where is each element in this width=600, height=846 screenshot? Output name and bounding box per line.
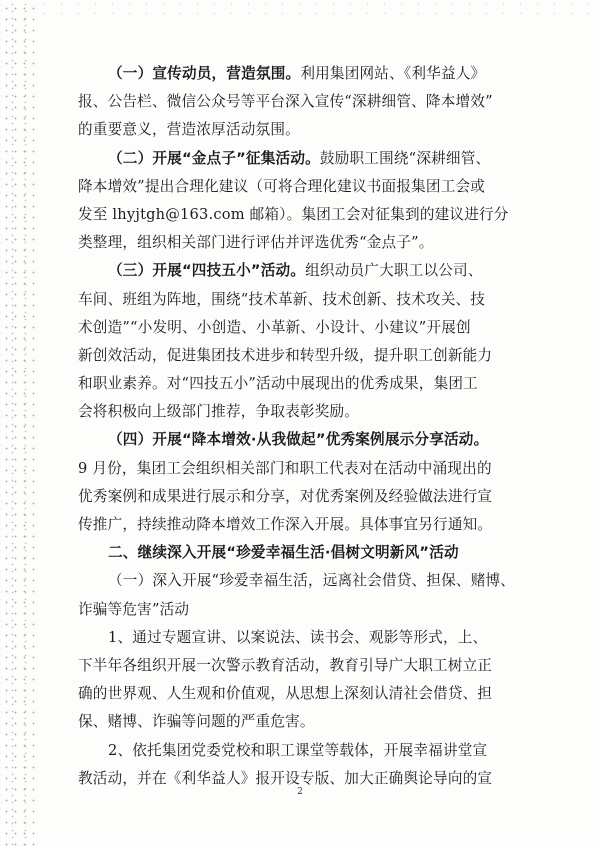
page-number: 2 (297, 787, 303, 797)
paragraph-text: 组织动员广大职工以公司、 (305, 262, 483, 280)
paragraph-lead: （四）开展“降本增效·从我做起”优秀案例展示分享活动。 (108, 431, 489, 449)
text-line: （一）深入开展“珍爱幸福生活，远离社会借贷、担保、赌博、 (108, 572, 516, 590)
text-line: 诈骗等危害”活动 (78, 600, 190, 618)
text-line: 保、赌博、诈骗等问题的严重危害。 (78, 713, 315, 731)
paragraph-lead: （二）开展“金点子”征集活动。 (108, 149, 320, 167)
text-line: 术创造”“小发明、小创造、小革新、小设计、小建议”开展创 (78, 318, 471, 336)
text-line: 传推广，持续推动降本增效工作深入开展。具体事宜另行通知。 (78, 516, 493, 533)
text-line (78, 145, 540, 173)
text-line (78, 257, 540, 285)
text-line: 教活动，并在《利华益人》报开设专版、加大正确舆论导向的宣 (78, 769, 493, 787)
text-line: 新创效活动，促进集团技术进步和转型升级，提升职工创新能力 (78, 346, 493, 364)
text-line: 1、通过专题宣讲、以案说法、读书会、观影等形式，上、 (108, 628, 488, 646)
text-line: 类整理，组织相关部门进行评估并评选优秀“金点子”。 (78, 234, 434, 252)
paragraph-text: 利用集团网站、《利华益人》 (300, 65, 486, 82)
scan-top-noise (36, 0, 600, 14)
text-line: 优秀案例和成果进行展示和分享，对优秀案例及经验做法进行宣 (78, 487, 493, 505)
text-line: 和职业素养。对“四技五小”活动中展现出的优秀成果，集团工 (78, 375, 478, 393)
text-line: 车间、班组为阵地，围绕“技术革新、技术创新、技术攻关、技 (78, 290, 486, 308)
text-line: 的重要意义，营造浓厚活动氛围。 (78, 121, 300, 139)
text-line: 下半年各组织开展一次警示教育活动，教育引导广大职工树立正 (78, 656, 493, 674)
text-line: 9 月份，集团工会组织相关部门和职工代表对在活动中涌现出的 (78, 459, 492, 477)
text-line: 二、继续深入开展“珍爱幸福生活·倡树文明新风”活动 (108, 544, 459, 562)
paragraph-text: 鼓励职工围绕“深耕细管、 (319, 149, 491, 167)
text-line: 发至 lhyjtgh@163.com 邮箱）。集团工会对征集到的建议进行分 (78, 205, 509, 223)
paragraph-lead: （一）宣传动员，营造氛围。 (108, 65, 301, 82)
text-line: 确的世界观、人生观和价值观，从思想上深刻认清社会借贷、担 (78, 685, 493, 703)
paragraph-lead: （三）开展“四技五小”活动。 (108, 262, 306, 280)
text-line (78, 60, 540, 88)
text-line: 会将积极向上级部门推荐，争取表彰奖励。 (78, 403, 360, 421)
text-line (78, 426, 540, 454)
scan-edge-noise (0, 0, 36, 846)
text-line: 报、公告栏、微信公众号等平台深入宣传“深耕细管、降本增效” (78, 93, 493, 111)
text-line: 2、依托集团党委党校和职工课堂等载体，开展幸福讲堂宣 (108, 741, 488, 759)
text-line: 降本增效”提出合理化建议（可将合理化建议书面报集团工会或 (78, 177, 486, 195)
body-text (78, 60, 540, 793)
